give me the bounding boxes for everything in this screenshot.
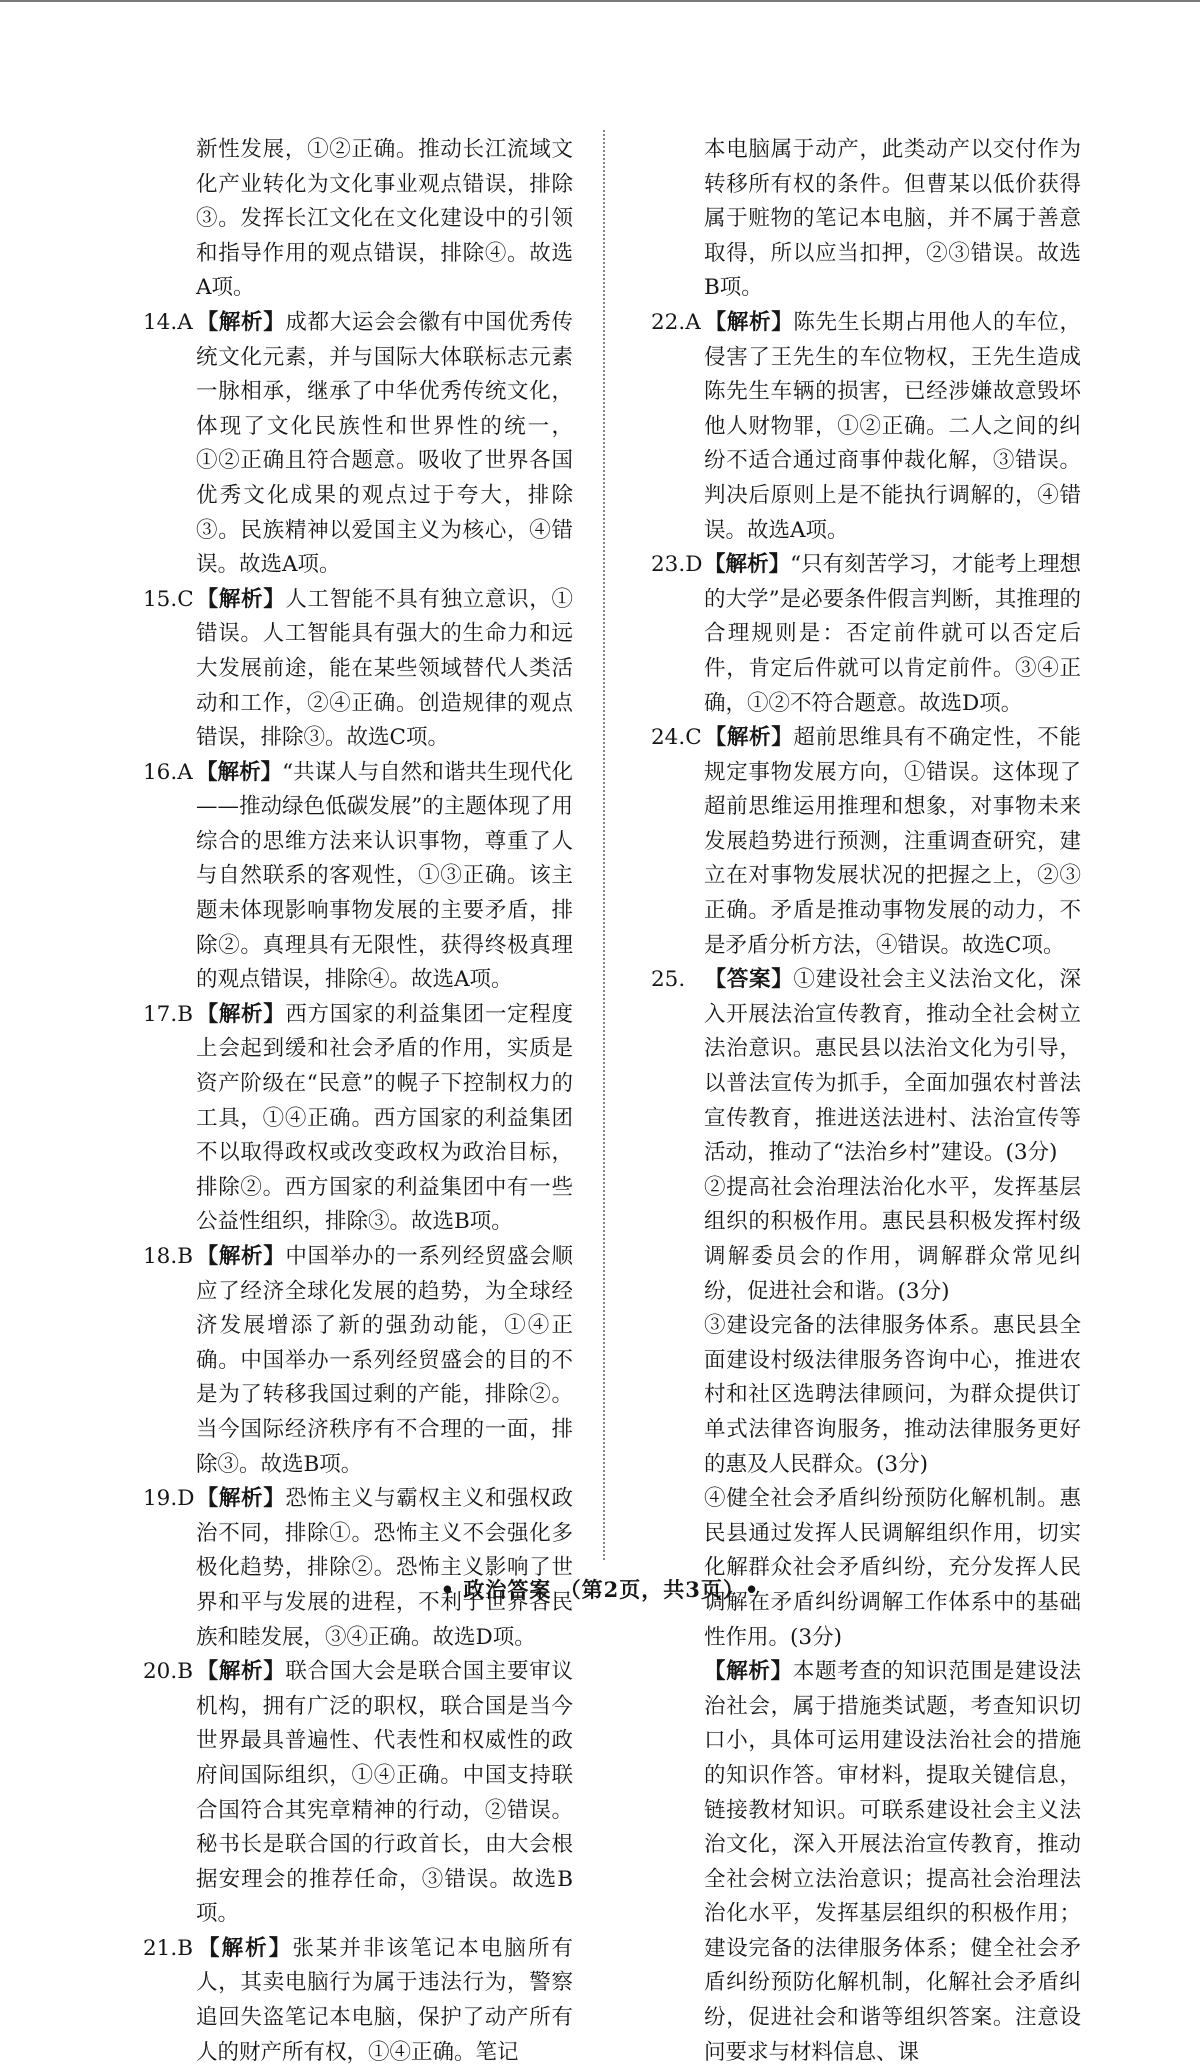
answer-item-25 (651, 963, 1081, 1171)
item-number: 17.B (143, 1001, 193, 1027)
answer-item-19 (143, 1482, 573, 1655)
column-divider (603, 130, 605, 1560)
analysis-tag: 【解析】 (196, 759, 283, 785)
answer-item-16 (143, 756, 573, 998)
analysis-text: 人工智能不具有独立意识，①错误。人工智能具有强大的生命力和远大发展前途，能在某些领域替代人类活动和工作，②④正确。创造规律的观点错误，排除③。故选C项。 (196, 586, 573, 751)
analysis-text: 张某并非该笔记本电脑所有人，其卖电脑行为属于违法行为，警察追回失盗笔记本电脑，保护了动产所有人的财产所有权，①④正确。笔记 (196, 1935, 573, 2065)
analysis-tag: 【解析】 (196, 1486, 286, 1512)
answer-point-4: ④健全社会矛盾纠纷预防化解机制。惠民县通过发挥人民调解组织作用，切实化解群众社会矛盾纠纷，充分发挥人民调解在矛盾纠纷调解工作体系中的基础性作用。(3分) (704, 1486, 1081, 1650)
answer-tag: 【答案】 (704, 967, 794, 993)
analysis-tag: 【解析】 (704, 725, 794, 751)
analysis-text: “只有刻苦学习，才能考上理想的大学”是必要条件假言判断，其推理的合理规则是：否定前件就可以否定后件，肯定后件就可以肯定前件。③④正确，①②不符合题意。故选D项。 (704, 552, 1081, 716)
answer-item-14 (143, 306, 573, 583)
answer-point-2: ②提高社会治理法治化水平，发挥基层组织的积极作用。惠民县积极发挥村级调解委员会的作用，调解群众常见纠纷，促进社会和谐。(3分) (704, 1174, 1081, 1304)
analysis-text: 陈先生长期占用他人的车位，侵害了王先生的车位物权，王先生造成陈先生车辆的损害，已经涉嫌故意毁坏他人财物罪，①②正确。二人之间的纠纷不适合通过商事仲裁化解，③错误。判决后原则上是不能执行调解的，④错误。故选A项。 (704, 309, 1081, 543)
item-number: 14.A (143, 309, 193, 335)
item-number: 20.B (143, 1659, 193, 1685)
carry-over-text: 新性发展，①②正确。推动长江流域文化产业转化为文化事业观点错误，排除③。发挥长江文化在文化建设中的引领和指导作用的观点错误，排除④。故选A项。 (196, 137, 573, 301)
analysis-text: 本题考查的知识范围是建设法治社会，属于措施类试题，考查知识切口小，具体可运用建设法治社会的措施的知识作答。审材料，提取关键信息，链接教材知识。可联系建设社会主义法治文化，深入开展法治宣传教育，推动全社会树立法治意识；提高社会治理法治化水平，发挥基层组织的积极作用；建设完备的法律服务体系；健全社会矛盾纠纷预防化解机制，化解社会矛盾纠纷，促进社会和谐等组织答案。注意设问要求与材料信息、课 (704, 1659, 1081, 2065)
analysis-text: 恐怖主义与霸权主义和强权政治不同，排除①。恐怖主义不会强化多极化趋势，排除②。恐怖主义影响了世界和平与发展的进程，不利于世界各民族和睦发展，③④正确。故选D项。 (196, 1486, 573, 1650)
item-number: 25. (651, 967, 686, 993)
answer-text: ①建设社会主义法治文化，深入开展法治宣传教育，推动全社会树立法治意识。惠民县以法治文化为引导，以普法宣传为抓手，全面加强农村普法宣传教育，推进送法进村、法治宣传等活动，推动了“法治乡村”建设。(3分) (704, 967, 1081, 1166)
item-number: 18.B (143, 1244, 193, 1269)
analysis-tag: 【解析】 (704, 552, 791, 578)
item-number: 23.D (651, 552, 703, 578)
item-number: 21.B (143, 1935, 193, 1961)
answer-item-21 (143, 1932, 573, 2070)
analysis-text: 超前思维具有不确定性，不能规定事物发展方向，①错误。这体现了超前思维运用推理和想象，对事物未来发展趋势进行预测，注重调查研究，建立在对事物发展状况的把握之上，②③正确。矛盾是推动事物发展的动力，不是矛盾分析方法，④错误。故选C项。 (704, 725, 1081, 958)
analysis-text: “共谋人与自然和谐共生现代化——推动绿色低碳发展”的主题体现了用综合的思维方法来认识事物，尊重了人与自然联系的客观性，①③正确。该主题未体现影响事物发展的主要矛盾，排除②。真理具有无限性，获得终极真理的观点错误，排除④。故选A项。 (196, 759, 573, 993)
answer-item-22 (651, 306, 1081, 548)
answer-item-20 (143, 1655, 573, 1932)
right-column (651, 133, 1081, 2070)
answer-item-18 (143, 1240, 573, 1482)
item-number: 16.A (143, 759, 193, 785)
analysis-text: 联合国大会是联合国主要审议机构，拥有广泛的职权，联合国是当今世界最具普遍性、代表性和权威性的政府间国际组织，①④正确。中国支持联合国符合其宪章精神的行动，②错误。秘书长是联合国的行政首长，由大会根据安理会的推荐任命，③错误。故选B项。 (196, 1659, 573, 1927)
analysis-tag: 【解析】 (196, 1001, 286, 1027)
analysis-tag: 【解析】 (196, 586, 286, 612)
page-footer: • 政治答案 （第2页，共3页）• (440, 1577, 760, 1602)
answer-item-23 (651, 548, 1081, 721)
item-number: 15.C (143, 586, 194, 612)
analysis-text: 西方国家的利益集团一定程度上会起到缓和社会矛盾的作用，实质是资产阶级在“民意”的幌子下控制权力的工具，①④正确。西方国家的利益集团不以取得政权或改变政权为政治目标，排除②。西方国家的利益集团中有一些公益性组织，排除③。故选B项。 (196, 1001, 573, 1235)
analysis-tag: 【解析】 (196, 1935, 293, 1961)
carry-over-text: 本电脑属于动产，此类动产以交付作为转移所有权的条件。但曹某以低价获得属于赃物的笔记本电脑，并不属于善意取得，所以应当扣押，②③错误。故选B项。 (704, 137, 1081, 301)
item-number: 19.D (143, 1486, 195, 1512)
top-border (0, 0, 1200, 2)
item-number: 22.A (651, 309, 701, 335)
analysis-tag: 【解析】 (196, 309, 286, 335)
analysis-tag: 【解析】 (704, 1659, 793, 1685)
left-column (143, 133, 573, 2070)
analysis-text: 中国举办的一系列经贸盛会顺应了经济全球化发展的趋势，为全球经济发展增添了新的强劲动能，①④正确。中国举办一系列经贸盛会的目的不是为了转移我国过剩的产能，排除②。当今国际经济秩序有不合理的一面，排除③。故选B项。 (196, 1244, 573, 1477)
answer-item-24 (651, 721, 1081, 963)
analysis-text: 成都大运会会徽有中国优秀传统文化元素，并与国际大体联标志元素一脉相承，继承了中华优秀传统文化，体现了文化民族性和世界性的统一，①②正确且符合题意。吸收了世界各国优秀文化成果的观点过于夸大，排除③。民族精神以爱国主义为核心，④错误。故选A项。 (196, 309, 573, 578)
analysis-tag: 【解析】 (704, 309, 794, 335)
answer-item-15 (143, 583, 573, 756)
analysis-paragraph (651, 1655, 1081, 2070)
analysis-tag: 【解析】 (196, 1659, 286, 1685)
answer-point-3: ③建设完备的法律服务体系。惠民县全面建设村级法律服务咨询中心，推进农村和社区选聘法律顾问，为群众提供订单式法律咨询服务，推动法律服务更好的惠及人民群众。(3分) (704, 1313, 1081, 1477)
analysis-tag: 【解析】 (196, 1244, 286, 1269)
answer-item-17 (143, 998, 573, 1240)
item-number: 24.C (651, 725, 702, 751)
